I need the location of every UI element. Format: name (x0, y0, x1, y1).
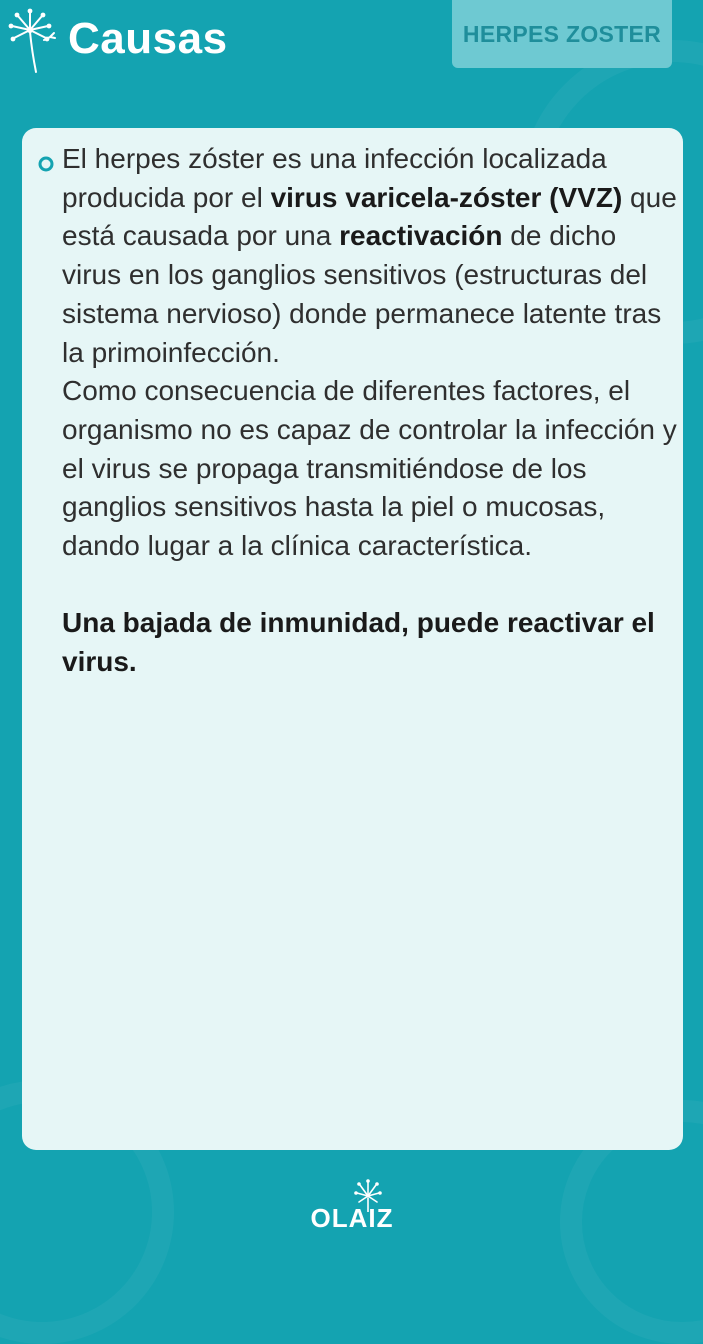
header (0, 0, 703, 100)
topic-tag (452, 0, 672, 68)
card-text (62, 140, 680, 682)
paragraph-1 (62, 140, 680, 372)
paragraph-gap (62, 566, 680, 605)
content-card (22, 128, 683, 1150)
brand-name: OLAIZ (310, 1203, 394, 1233)
paragraph-3-emphasis (62, 604, 680, 681)
text-segment: que está causada por una (62, 181, 677, 252)
paragraph-2: Como consecuencia de diferentes factores, el organismo no es capaz de controlar la infección y el virus se propaga transmitiéndose de los ganglios sensitivos hasta la piel o mucosas, dando lugar a la clínica característica. (62, 375, 677, 562)
dandelion-icon (4, 6, 60, 74)
footer-logo (300, 1176, 404, 1234)
text-segment: El herpes zóster es una infección localizada producida por el (62, 143, 607, 213)
bold-virus-name: virus varicela-zóster (VVZ) (270, 181, 623, 213)
bold-reactivation: reactivación (339, 220, 503, 252)
bold-conclusion: Una bajada de inmunidad, puede reactivar el virus. (62, 607, 655, 678)
text-segment: de dicho virus en los ganglios sensitivos (estructuras del sistema nervioso) donde permanece latente tras la primoinfección. (62, 220, 662, 368)
page-title: Causas (68, 14, 228, 63)
topic-tag-label: HERPES ZOSTER (462, 20, 662, 47)
circle-bullet-icon (38, 156, 54, 172)
